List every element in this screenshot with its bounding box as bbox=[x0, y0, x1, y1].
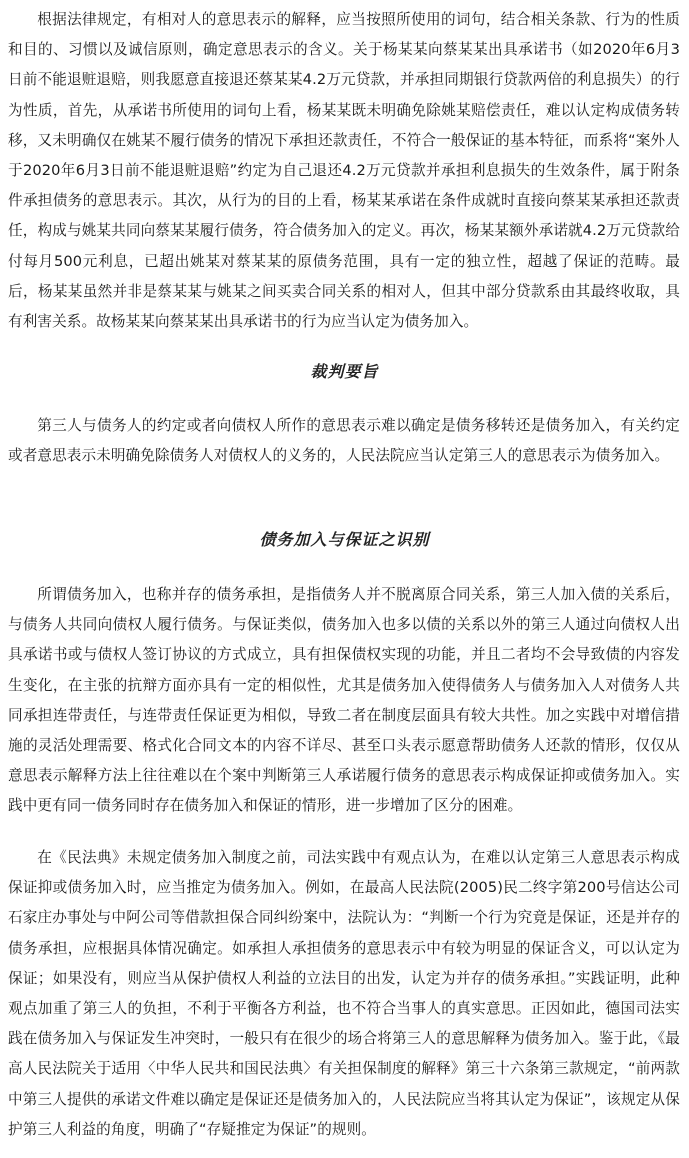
section-heading-judgment-gist: 裁判要旨 bbox=[310, 362, 379, 381]
paragraph-judgment-gist: 第三人与债务人的约定或者向债权人所作的意思表示难以确定是债务移转还是债务加入，有关约定或者意思表示未明确免除债务人对债权人的义务的，人民法院应当认定第三人的意思表示为债务加入。 bbox=[8, 417, 680, 465]
section-heading-debt-accession-vs-guarantee: 债务加入与保证之识别 bbox=[259, 530, 430, 549]
paragraph-debt-accession-definition: 所谓债务加入，也称并存的债务承担，是指债务人并不脱离原合同关系，第三人加入债的关系后，与债务人共同向债权人履行债务。与保证类似，债务加入也多以债的关系以外的第三人通过向债权人出具承诺书或与债权人签订协议的方式成立，具有担保债权实现的功能，并且二者均不会导致债的内容发生变化，在主张的抗辩方面亦具有一定的相似性，尤其是债务加入使得债务人与债务加入人对债务人共同承担连带责任，与连带责任保证更为相似，导致二者在制度层面具有较大共性。加之实践中对增信措施的灵活处理需要、格式化合同文本的内容不详尽、甚至口头表示愿意帮助债务人还款的情形，仅仅从意思表示解释方法上往往难以在个案中判断第三人承诺履行债务的意思表示构成保证抑或债务加入。实践中更有同一债务同时存在债务加入和保证的情形，进一步增加了区分的困难。 bbox=[8, 586, 680, 815]
paragraph-judicial-practice: 在《民法典》未规定债务加入制度之前，司法实践中有观点认为，在难以认定第三人意思表示构成保证抑或债务加入时，应当推定为债务加入。例如，在最高人民法院(2005)民二终字第200号信达公司石家庄办事处与中阿公司等借款担保合同纠纷案中，法院认为：“判断一个行为究竟是保证，还是并存的债务承担，应根据具体情况确定。如承担人承担债务的意思表示中有较为明显的保证含义，可以认定为保证；如果没有，则应当从保护债权人利益的立法目的出发，认定为并存的债务承担。”实践证明，此种观点加重了第三人的负担，不利于平衡各方利益，也不符合当事人的真实意思。正因如此，德国司法实践在债务加入与保证发生冲突时，一般只有在很少的场合将第三人的意思解释为债务加入。鉴于此，《最高人民法院关于适用〈中华人民共和国民法典〉有关担保制度的解释》第三十六条第三款规定，“前两款中第三人提供的承诺文件难以确定是保证还是债务加入的，人民法院应当将其认定为保证”，该规定从保护第三人利益的角度，明确了“存疑推定为保证”的规则。 bbox=[8, 849, 680, 1138]
paragraph-case-analysis: 根据法律规定，有相对人的意思表示的解释，应当按照所使用的词句，结合相关条款、行为的性质和目的、习惯以及诚信原则，确定意思表示的含义。关于杨某某向蔡某某出具承诺书（如2020年6月3日前不能退赃退赔，则我愿意直接退还蔡某某4.2万元贷款，并承担同期银行贷款两倍的利息损失）的行为性质，首先，从承诺书所使用的词句上看，杨某某既未明确免除姚某赔偿责任，难以认定构成债务转移，又未明确仅在姚某不履行债务的情况下承担还款责任，不符合一般保证的基本特征，而系将“案外人于2020年6月3日前不能退赃退赔”约定为自己退还4.2万元贷款并承担利息损失的生效条件，属于附条件承担债务的意思表示。其次，从行为的目的上看，杨某某承诺在条件成就时直接向蔡某某承担还款责任，构成与姚某共同向蔡某某履行债务，符合债务加入的定义。再次，杨某某额外承诺就4.2万元贷款给付每月500元利息，已超出姚某对蔡某某的原债务范围，具有一定的独立性，超越了保证的范畴。最后，杨某某虽然并非是蔡某某与姚某之间买卖合同关系的相对人，但其中部分贷款系由其最终收取，具有利害关系。故杨某某向蔡某某出具承诺书的行为应当认定为债务加入。 bbox=[8, 11, 680, 331]
